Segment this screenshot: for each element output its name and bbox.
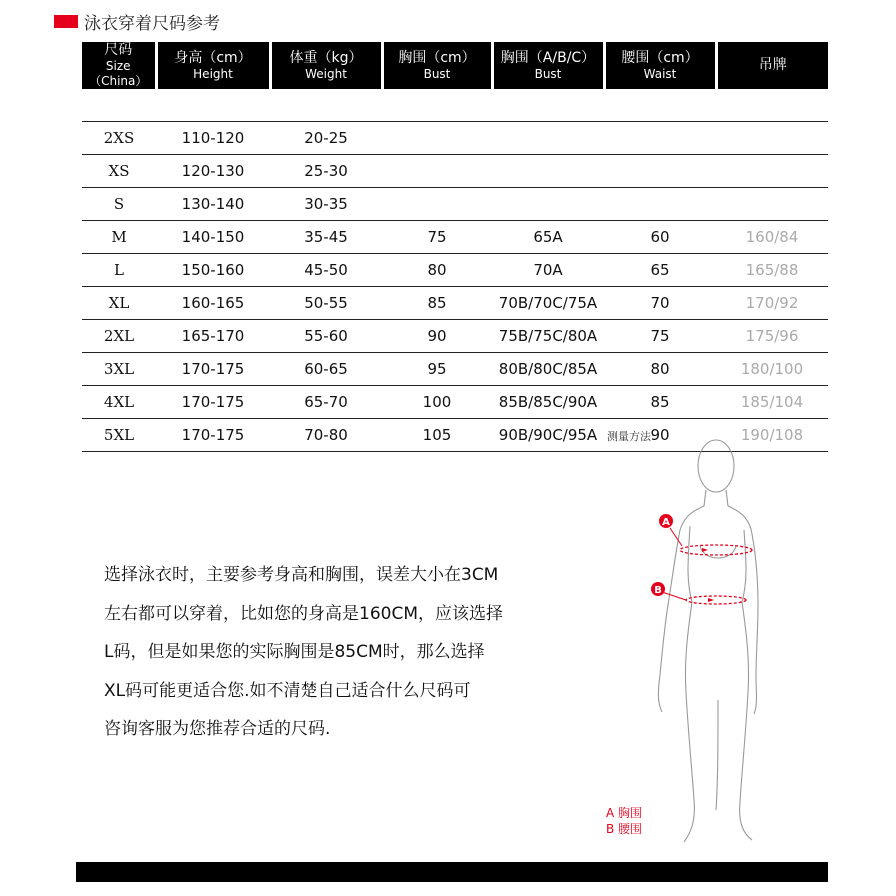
cell-weight: 45-50 — [270, 254, 382, 287]
waist-arrow-icon — [708, 598, 714, 602]
cell-waist — [604, 188, 716, 221]
cell-bust-cup — [492, 188, 604, 221]
cell-size: L — [82, 254, 156, 287]
cell-weight: 70-80 — [270, 419, 382, 452]
cell-waist: 90 — [604, 419, 716, 452]
title-text: 泳衣穿着尺码参考 — [84, 13, 220, 34]
table-spacer — [82, 89, 828, 122]
table-row — [82, 188, 828, 221]
table-row — [82, 221, 828, 254]
cell-height: 120-130 — [156, 155, 270, 188]
cell-tag: 180/100 — [716, 353, 828, 386]
table-row — [82, 320, 828, 353]
cell-size: XS — [82, 155, 156, 188]
note-line: 选择泳衣时，主要参考身高和胸围，误差大小在3CM — [104, 565, 499, 585]
waist-measure-line — [686, 596, 746, 604]
table-row — [82, 386, 828, 419]
cell-height: 165-170 — [156, 320, 270, 353]
cell-size: 5XL — [82, 419, 156, 452]
cell-size: S — [82, 188, 156, 221]
table-row — [82, 353, 828, 386]
table-row — [82, 122, 828, 155]
column-header-en: Bust — [423, 66, 451, 81]
cell-bust-cup: 65A — [492, 221, 604, 254]
cell-bust-cm: 85 — [382, 287, 492, 320]
cell-height: 160-165 — [156, 287, 270, 320]
cell-tag — [716, 155, 828, 188]
measure-method-title: 测量方法: — [607, 430, 655, 443]
cell-height: 130-140 — [156, 188, 270, 221]
column-header-en: Bust — [534, 66, 562, 81]
body-measurement-figure — [640, 430, 800, 860]
column-header-en: Weight — [305, 66, 347, 81]
column-header-en: Height — [193, 66, 233, 81]
cell-waist: 60 — [604, 221, 716, 254]
cell-size: 3XL — [82, 353, 156, 386]
measure-legend — [606, 805, 642, 837]
figure-bust-line — [700, 546, 736, 558]
cell-waist: 80 — [604, 353, 716, 386]
cell-waist — [604, 155, 716, 188]
bottom-bar — [76, 862, 828, 882]
cell-bust-cm: 105 — [382, 419, 492, 452]
cell-bust-cm — [382, 122, 492, 155]
table-row — [82, 254, 828, 287]
cell-bust-cm: 90 — [382, 320, 492, 353]
bust-arrow-icon — [702, 548, 708, 552]
marker-a-label: A — [662, 517, 670, 528]
figure-left-leg — [684, 526, 694, 842]
table-row — [82, 287, 828, 320]
cell-bust-cup — [492, 155, 604, 188]
cell-tag: 185/104 — [716, 386, 828, 419]
cell-size: 4XL — [82, 386, 156, 419]
column-header-cn: 胸围（cm） — [398, 49, 476, 66]
column-header — [492, 42, 604, 89]
size-chart-table — [82, 42, 828, 452]
cell-waist: 85 — [604, 386, 716, 419]
cell-bust-cup: 70A — [492, 254, 604, 287]
column-header-cn: 身高（cm） — [174, 49, 252, 66]
cell-weight: 20-25 — [270, 122, 382, 155]
note-line: 咨询客服为您推荐合适的尺码. — [104, 719, 331, 739]
column-header — [604, 42, 716, 89]
cell-height: 170-175 — [156, 386, 270, 419]
size-advice-note — [104, 556, 574, 749]
column-header-cn: 胸围（A/B/C） — [500, 49, 596, 66]
note-line: XL码可能更适合您.如不清楚自己适合什么尺码可 — [104, 680, 471, 701]
cell-size: 2XS — [82, 122, 156, 155]
note-line: L码，但是如果您的实际胸围是85CM时，那么选择 — [104, 642, 485, 662]
section-title — [54, 10, 220, 32]
cell-tag: 190/108 — [716, 419, 828, 452]
cell-weight: 30-35 — [270, 188, 382, 221]
cell-bust-cm: 75 — [382, 221, 492, 254]
bust-measure-line — [680, 545, 752, 555]
cell-bust-cup: 70B/70C/75A — [492, 287, 604, 320]
cell-bust-cm — [382, 155, 492, 188]
legend-bust: A 胸围 — [606, 806, 643, 820]
cell-size: M — [82, 221, 156, 254]
cell-waist: 75 — [604, 320, 716, 353]
cell-tag: 175/96 — [716, 320, 828, 353]
column-header-en: Waist — [643, 66, 677, 81]
figure-head — [698, 440, 734, 492]
cell-bust-cm — [382, 188, 492, 221]
cell-waist — [604, 122, 716, 155]
cell-bust-cup — [492, 122, 604, 155]
column-header-cn: 腰围（cm） — [621, 49, 699, 66]
cell-weight: 55-60 — [270, 320, 382, 353]
column-header-cn: 吊牌 — [758, 57, 787, 73]
cell-weight: 65-70 — [270, 386, 382, 419]
cell-bust-cup: 85B/85C/90A — [492, 386, 604, 419]
table-header-row — [82, 42, 828, 89]
table-row — [82, 155, 828, 188]
column-header-cn: 尺码 — [104, 42, 133, 58]
cell-weight: 25-30 — [270, 155, 382, 188]
cell-height: 140-150 — [156, 221, 270, 254]
cell-bust-cup: 75B/75C/80A — [492, 320, 604, 353]
cell-size: 2XL — [82, 320, 156, 353]
cell-weight: 60-65 — [270, 353, 382, 386]
column-header — [716, 42, 828, 89]
cell-height: 110-120 — [156, 122, 270, 155]
cell-tag — [716, 188, 828, 221]
column-header — [82, 42, 156, 89]
cell-waist: 70 — [604, 287, 716, 320]
column-header-cn: 体重（kg） — [289, 49, 363, 66]
cell-height: 170-175 — [156, 353, 270, 386]
title-marker — [54, 15, 78, 28]
figure-left-arm — [658, 506, 704, 712]
column-header — [270, 42, 382, 89]
cell-height: 170-175 — [156, 419, 270, 452]
note-line: 左右都可以穿着，比如您的身高是160CM，应该选择 — [104, 603, 503, 624]
cell-bust-cm: 100 — [382, 386, 492, 419]
cell-tag — [716, 122, 828, 155]
column-header — [382, 42, 492, 89]
cell-bust-cup: 80B/80C/85A — [492, 353, 604, 386]
legend-waist: B 腰围 — [606, 822, 643, 836]
cell-height: 150-160 — [156, 254, 270, 287]
cell-bust-cm: 80 — [382, 254, 492, 287]
cell-size: XL — [82, 287, 156, 320]
column-header — [156, 42, 270, 89]
marker-b-leader — [662, 592, 686, 600]
column-header-en: Size（China） — [89, 59, 148, 88]
cell-bust-cup: 90B/90C/95A — [492, 419, 604, 452]
cell-waist: 65 — [604, 254, 716, 287]
cell-weight: 35-45 — [270, 221, 382, 254]
marker-b-label: B — [654, 585, 662, 596]
figure-inner-leg — [716, 700, 718, 810]
cell-tag: 165/88 — [716, 254, 828, 287]
cell-tag: 170/92 — [716, 287, 828, 320]
cell-weight: 50-55 — [270, 287, 382, 320]
cell-bust-cm: 95 — [382, 353, 492, 386]
cell-tag: 160/84 — [716, 221, 828, 254]
figure-right-leg — [740, 530, 752, 840]
